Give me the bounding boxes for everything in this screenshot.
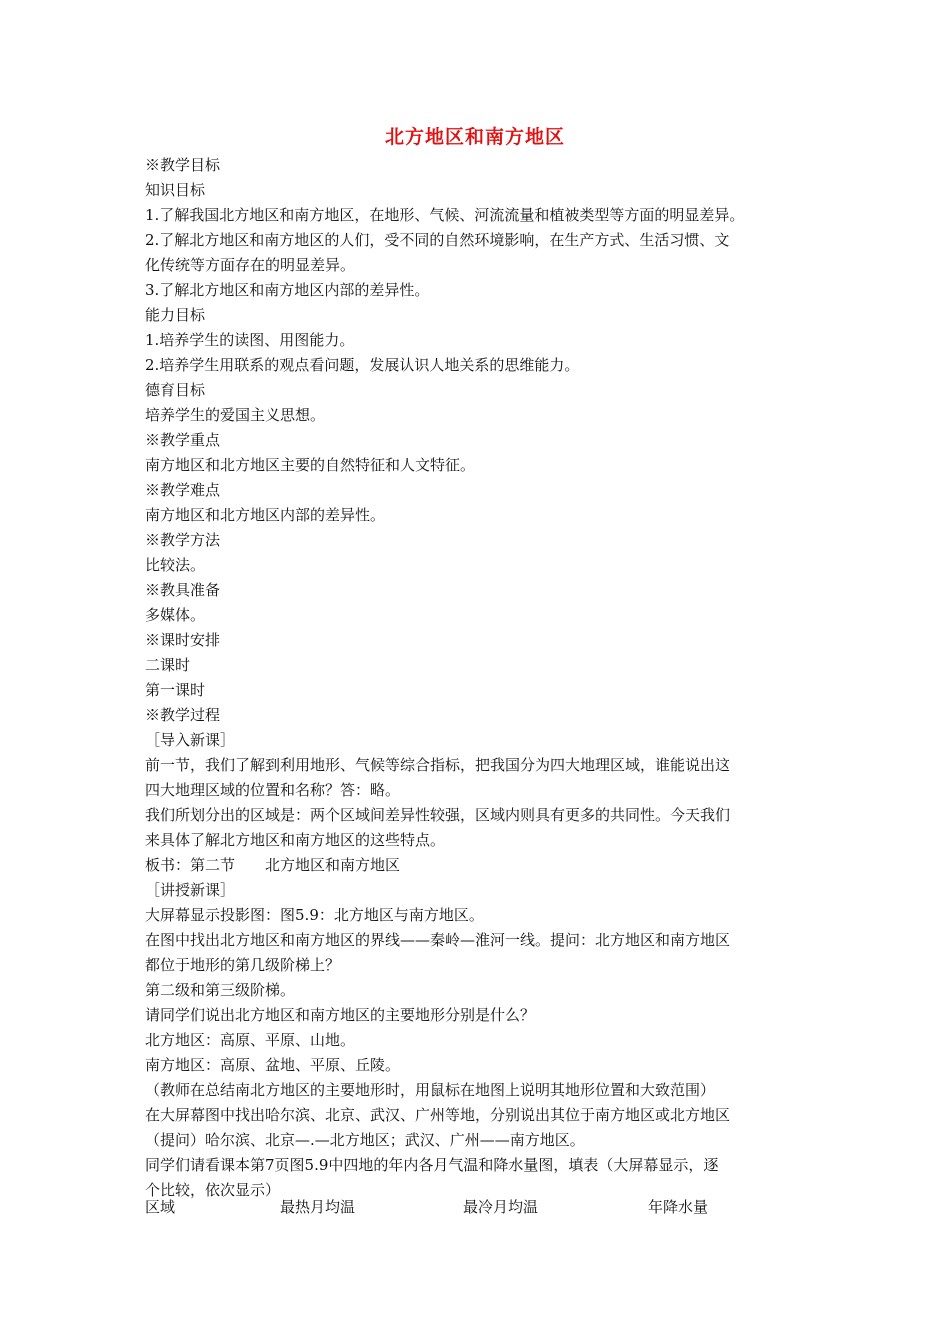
text-line: 培养学生的爱国主义思想。 (145, 406, 326, 424)
text-line: ※教学目标 (145, 156, 221, 174)
text-line: ［导入新课］ (145, 731, 236, 749)
text-line: 南方地区和北方地区内部的差异性。 (145, 506, 386, 524)
text-line: 2.了解北方地区和南方地区的人们，受不同的自然环境影响，在生产方式、生活习惯、文 (145, 231, 730, 249)
text-line: 同学们请看课本第7页图5.9中四地的年内各月气温和降水量图，填表（大屏幕显示，逐 (145, 1156, 719, 1174)
table-header-cell: 年降水量 (648, 1198, 709, 1216)
text-line: 我们所划分出的区域是：两个区域间差异性较强，区域内则具有更多的共同性。今天我们 (145, 806, 731, 824)
text-line: 多媒体。 (145, 606, 206, 624)
text-line: 2.培养学生用联系的观点看问题，发展认识人地关系的思维能力。 (145, 356, 580, 374)
text-line: 能力目标 (145, 306, 206, 324)
text-line: 来具体了解北方地区和南方地区的这些特点。 (145, 831, 446, 849)
text-line: 在图中找出北方地区和南方地区的界线——秦岭—淮河一线。提问：北方地区和南方地区 (145, 931, 731, 949)
text-line: ※教学难点 (145, 481, 221, 499)
text-line: ※教学过程 (145, 706, 221, 724)
text-line: 德育目标 (145, 381, 206, 399)
table-header-cell: 最热月均温 (280, 1198, 356, 1216)
text-line: 化传统等方面存在的明显差异。 (145, 256, 356, 274)
table-header-cell: 最冷月均温 (463, 1198, 539, 1216)
text-line: 大屏幕显示投影图：图5.9：北方地区与南方地区。 (145, 906, 484, 924)
text-line: 第二级和第三级阶梯。 (145, 981, 296, 999)
text-line: 在大屏幕图中找出哈尔滨、北京、武汉、广州等地，分别说出其位于南方地区或北方地区 (145, 1106, 731, 1124)
text-line: 二课时 (145, 656, 191, 674)
text-line: （教师在总结南北方地区的主要地形时，用鼠标在地图上说明其地形位置和大致范围） (145, 1081, 716, 1099)
text-line: ※教具准备 (145, 581, 221, 599)
text-line: （提问）哈尔滨、北京—.—北方地区；武汉、广州——南方地区。 (145, 1131, 585, 1149)
text-line: ※教学重点 (145, 431, 221, 449)
text-line: 南方地区：高原、盆地、平原、丘陵。 (145, 1056, 401, 1074)
text-line: 第一课时 (145, 681, 206, 699)
text-line: ※课时安排 (145, 631, 221, 649)
document-title: 北方地区和南方地区 (384, 126, 565, 148)
text-line: 北方地区：高原、平原、山地。 (145, 1031, 356, 1049)
text-line: ※教学方法 (145, 531, 221, 549)
text-line: 个比较，依次显示） (145, 1181, 281, 1199)
text-line: 南方地区和北方地区主要的自然特征和人文特征。 (145, 456, 476, 474)
text-line: 1.了解我国北方地区和南方地区，在地形、气候、河流流量和植被类型等方面的明显差异。 (145, 206, 745, 224)
text-line: 请同学们说出北方地区和南方地区的主要地形分别是什么？ (145, 1006, 536, 1024)
text-line: 四大地理区域的位置和名称？答：略。 (145, 781, 401, 799)
body-text (145, 153, 815, 1203)
text-line: 3.了解北方地区和南方地区内部的差异性。 (145, 281, 430, 299)
table-header-cell: 区域 (145, 1198, 176, 1216)
text-line: 知识目标 (145, 181, 206, 199)
text-line: 前一节，我们了解到利用地形、气候等综合指标，把我国分为四大地理区域，谁能说出这 (145, 756, 731, 774)
text-line: 板书：第二节 北方地区和南方地区 (145, 856, 401, 874)
text-line: ［讲授新课］ (145, 881, 236, 899)
table-header-row (145, 1195, 815, 1220)
text-line: 都位于地形的第几级阶梯上？ (145, 956, 341, 974)
text-line: 比较法。 (145, 556, 206, 574)
text-line: 1.培养学生的读图、用图能力。 (145, 331, 355, 349)
